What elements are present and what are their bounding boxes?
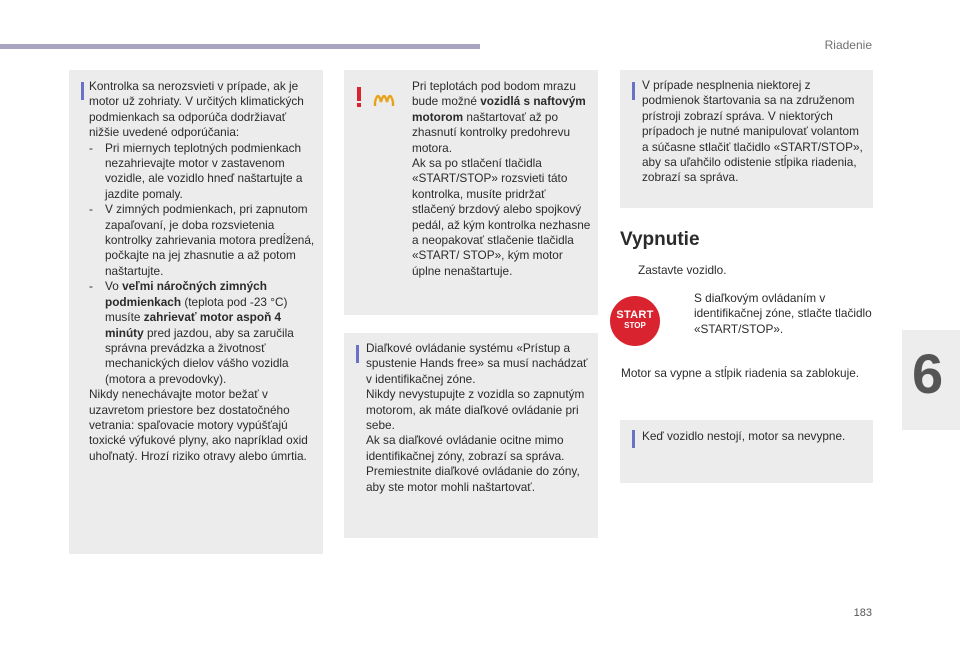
text-fragment: (teplota pod -23 °C) musíte xyxy=(105,294,288,325)
info-box-moving xyxy=(620,420,873,483)
text-bold: veľmi náročných zimných podmienkach xyxy=(105,279,267,309)
list-item: - Pri miernych teplotných podmienkach nezahrievajte motor v zastavenom vozidle, ale vozidlo hneď naštartujte a jazdite pomaly. xyxy=(89,141,317,203)
info-box-handsfree xyxy=(344,333,598,538)
start-stop-button-icon xyxy=(610,296,660,346)
warmup-intro: Kontrolka sa nerozsvieti v prípade, ak je motor už zohriaty. V určitých klimatických podmienkach sa odporúča dodržiavať nižšie uvedené odporúčania: xyxy=(89,79,304,140)
step-text: S diaľkovým ovládaním v identifikačnej zóne, stlačte tlačidlo «START/STOP». xyxy=(694,291,872,336)
text-fragment: Pri teplotách pod bodom mrazu bude možné xyxy=(412,79,576,109)
chapter-number: 6 xyxy=(912,342,944,405)
steering-text: V prípade nesplnenia niektorej z podmienok štartovania sa na združenom prístroji zobrazí správa. V niektorých prípadoch je nutné manipulovať volantom a súčasne stlačiť tlačidlo «START/STOP», aby sa uľahčilo odistenie stĺpika riadenia, zobrazí sa správa. xyxy=(642,78,863,185)
chapter-tab xyxy=(902,330,960,430)
text-fragment: pred jazdou, aby sa zaručila správna prevádzka a životnosť mechanických dielov vášho vozidla (motora a prevodovky). xyxy=(105,325,294,386)
info-icon xyxy=(632,430,635,448)
section-title: Riadenie xyxy=(824,38,872,52)
step-press-button xyxy=(678,291,874,337)
info-box-text xyxy=(366,341,592,495)
step-stop-vehicle xyxy=(622,263,878,278)
stop-label: STOP xyxy=(624,321,646,330)
section-heading-vypnutie: Vypnutie xyxy=(620,229,700,250)
step-text: Zastavte vozidlo. xyxy=(638,263,727,277)
handsfree-text-2: Nikdy nevystupujte z vozidla so zapnutým motorom, ak máte diaľkové ovládanie pri sebe. xyxy=(366,387,585,433)
list-item: - V zimných podmienkach, pri zapnutom zapaľovaní, je doba rozsvietenia kontrolky zahrievania motora predĺžená, počkajte na jej zhasnutie a až potom naštartujte. xyxy=(89,202,317,279)
warning-text-1 xyxy=(412,79,592,156)
warning-text-2: Ak sa po stlačení tlačidla «START/STOP» rozsvieti táto kontrolka, musíte pridržať stlačený brzdový alebo spojkový pedál, až kým kontrolka nezhasne a neopakovať stlačenie tlačidla «START/ STOP», kým motor úplne nenaštartuje. xyxy=(412,156,591,278)
info-icon xyxy=(81,82,84,100)
info-box-text: Keď vozidlo nestojí, motor sa nevypne. xyxy=(642,429,846,443)
start-label: START xyxy=(616,309,654,321)
warmup-outro: Nikdy nenechávajte motor bežať v uzavretom priestore bez dostatočného vetrania: spaľovacie motory vypúšťajú toxické výfukové plyny, ako napríklad oxid uhoľnatý. Hrozí riziko otravy alebo úmrtia. xyxy=(89,387,308,463)
info-box-text xyxy=(89,79,317,464)
text-bold: vozidlá s naftovým motorom xyxy=(412,94,586,124)
text-fragment: Vo xyxy=(105,279,123,294)
handsfree-text-1: Diaľkové ovládanie systému «Prístup a spustenie Hands free» sa musí nachádzať v identifikačnej zóne. xyxy=(366,341,588,386)
info-box-warmup xyxy=(69,70,323,554)
text-fragment: naštartovať až po zhasnutí kontrolky predohrevu motora. xyxy=(412,109,571,155)
info-box-steering xyxy=(620,70,873,208)
warning-box-text xyxy=(412,79,592,279)
info-icon xyxy=(632,82,635,100)
info-icon xyxy=(356,345,359,363)
result-text: Motor sa vypne a stĺpik riadenia sa zablokuje. xyxy=(621,366,860,380)
handsfree-text-3: Ak sa diaľkové ovládanie ocitne mimo identifikačnej zóny, zobrazí sa správa. Premiestnite diaľkové ovládanie do zóny, aby ste motor mohli naštartovať. xyxy=(366,433,580,494)
warning-preheat-icon xyxy=(351,84,411,108)
list-item xyxy=(89,279,317,387)
text-bold: zahrievať motor aspoň 4 minúty xyxy=(105,310,282,340)
header-bar xyxy=(0,44,480,49)
page-number: 183 xyxy=(853,607,872,619)
warmup-list xyxy=(89,141,317,388)
info-box-text xyxy=(642,78,868,186)
